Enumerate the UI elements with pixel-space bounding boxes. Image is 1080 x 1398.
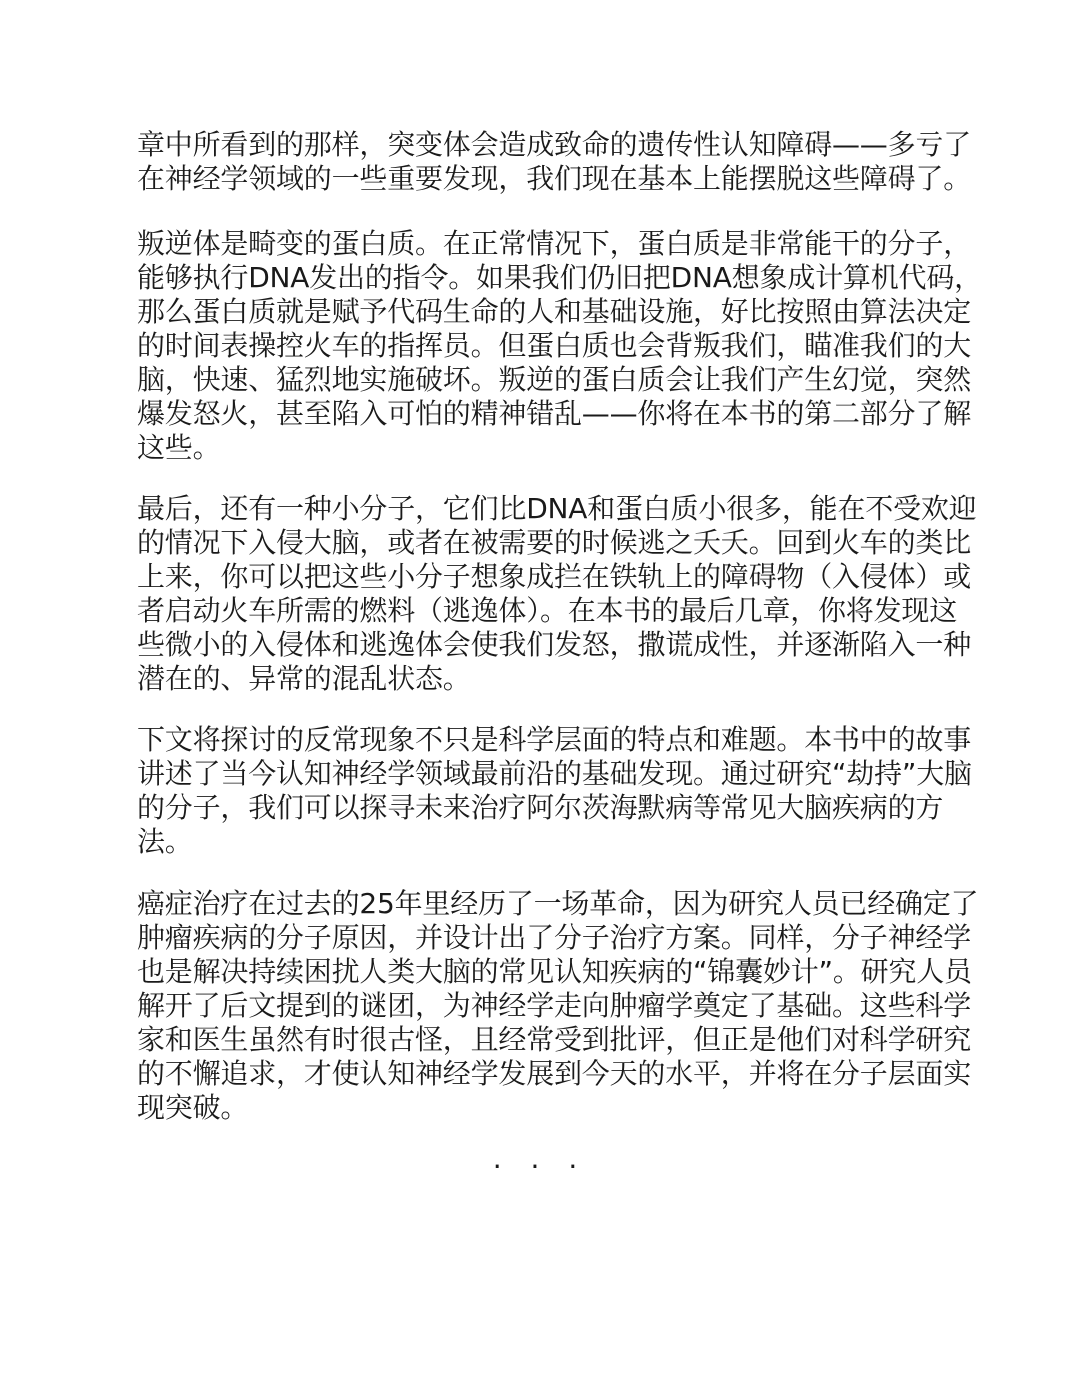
text-line: 能够执行DNA发出的指令。如果我们仍旧把DNA想象成计算机代码， bbox=[137, 261, 982, 294]
text-line: 上来，你可以把这些小分子想象成拦在铁轨上的障碍物（入侵体）或 bbox=[137, 560, 972, 593]
paragraph-5 bbox=[137, 887, 979, 1125]
text-line: 者启动火车所需的燃料（逃逸体）。在本书的最后几章，你将发现这 bbox=[137, 594, 958, 627]
paragraph-1 bbox=[137, 128, 972, 196]
text-line: 也是解决持续困扰人类大脑的常见认知疾病的“锦囊妙计”。研究人员 bbox=[137, 955, 972, 988]
text-line: 的分子，我们可以探寻未来治疗阿尔茨海默病等常见大脑疾病的方 bbox=[137, 791, 944, 824]
text-line: 法。 bbox=[137, 825, 193, 858]
text-line: 的情况下入侵大脑，或者在被需要的时候逃之夭夭。回到火车的类比 bbox=[137, 526, 972, 559]
text-line: 些微小的入侵体和逃逸体会使我们发怒，撒谎成性，并逐渐陷入一种 bbox=[137, 628, 972, 661]
text-line: 这些。 bbox=[137, 431, 221, 464]
paragraph-2 bbox=[137, 227, 982, 465]
text-line: 爆发怒火，甚至陷入可怕的精神错乱——你将在本书的第二部分了解 bbox=[137, 397, 972, 430]
text-line: 最后，还有一种小分子，它们比DNA和蛋白质小很多，能在不受欢迎 bbox=[137, 492, 977, 525]
section-ellipsis: · · · bbox=[492, 1150, 588, 1183]
text-line: 癌症治疗在过去的25年里经历了一场革命，因为研究人员已经确定了 bbox=[137, 887, 979, 920]
text-line: 的时间表操控火车的指挥员。但蛋白质也会背叛我们，瞄准我们的大 bbox=[137, 329, 972, 362]
paragraph-4 bbox=[137, 723, 972, 859]
paragraph-3 bbox=[137, 492, 977, 696]
text-line: 潜在的、异常的混乱状态。 bbox=[137, 662, 471, 695]
text-line: 那么蛋白质就是赋予代码生命的人和基础设施，好比按照由算法决定 bbox=[137, 295, 972, 328]
text-line: 家和医生虽然有时很古怪，且经常受到批评，但正是他们对科学研究 bbox=[137, 1023, 972, 1056]
text-line: 下文将探讨的反常现象不只是科学层面的特点和难题。本书中的故事 bbox=[137, 723, 972, 756]
text-line: 在神经学领域的一些重要发现，我们现在基本上能摆脱这些障碍了。 bbox=[137, 162, 972, 195]
text-line: 叛逆体是畸变的蛋白质。在正常情况下，蛋白质是非常能干的分子， bbox=[137, 227, 972, 260]
text-line: 章中所看到的那样，突变体会造成致命的遗传性认知障碍——多亏了 bbox=[137, 128, 972, 161]
text-line: 的不懈追求，才使认知神经学发展到今天的水平，并将在分子层面实 bbox=[137, 1057, 972, 1090]
text-line: 解开了后文提到的谜团，为神经学走向肿瘤学奠定了基础。这些科学 bbox=[137, 989, 972, 1022]
text-line: 脑，快速、猛烈地实施破坏。叛逆的蛋白质会让我们产生幻觉，突然 bbox=[137, 363, 972, 396]
text-line: 讲述了当今认知神经学领域最前沿的基础发现。通过研究“劫持”大脑 bbox=[137, 757, 972, 790]
text-line: 肿瘤疾病的分子原因，并设计出了分子治疗方案。同样，分子神经学 bbox=[137, 921, 972, 954]
text-line: 现突破。 bbox=[137, 1091, 249, 1124]
